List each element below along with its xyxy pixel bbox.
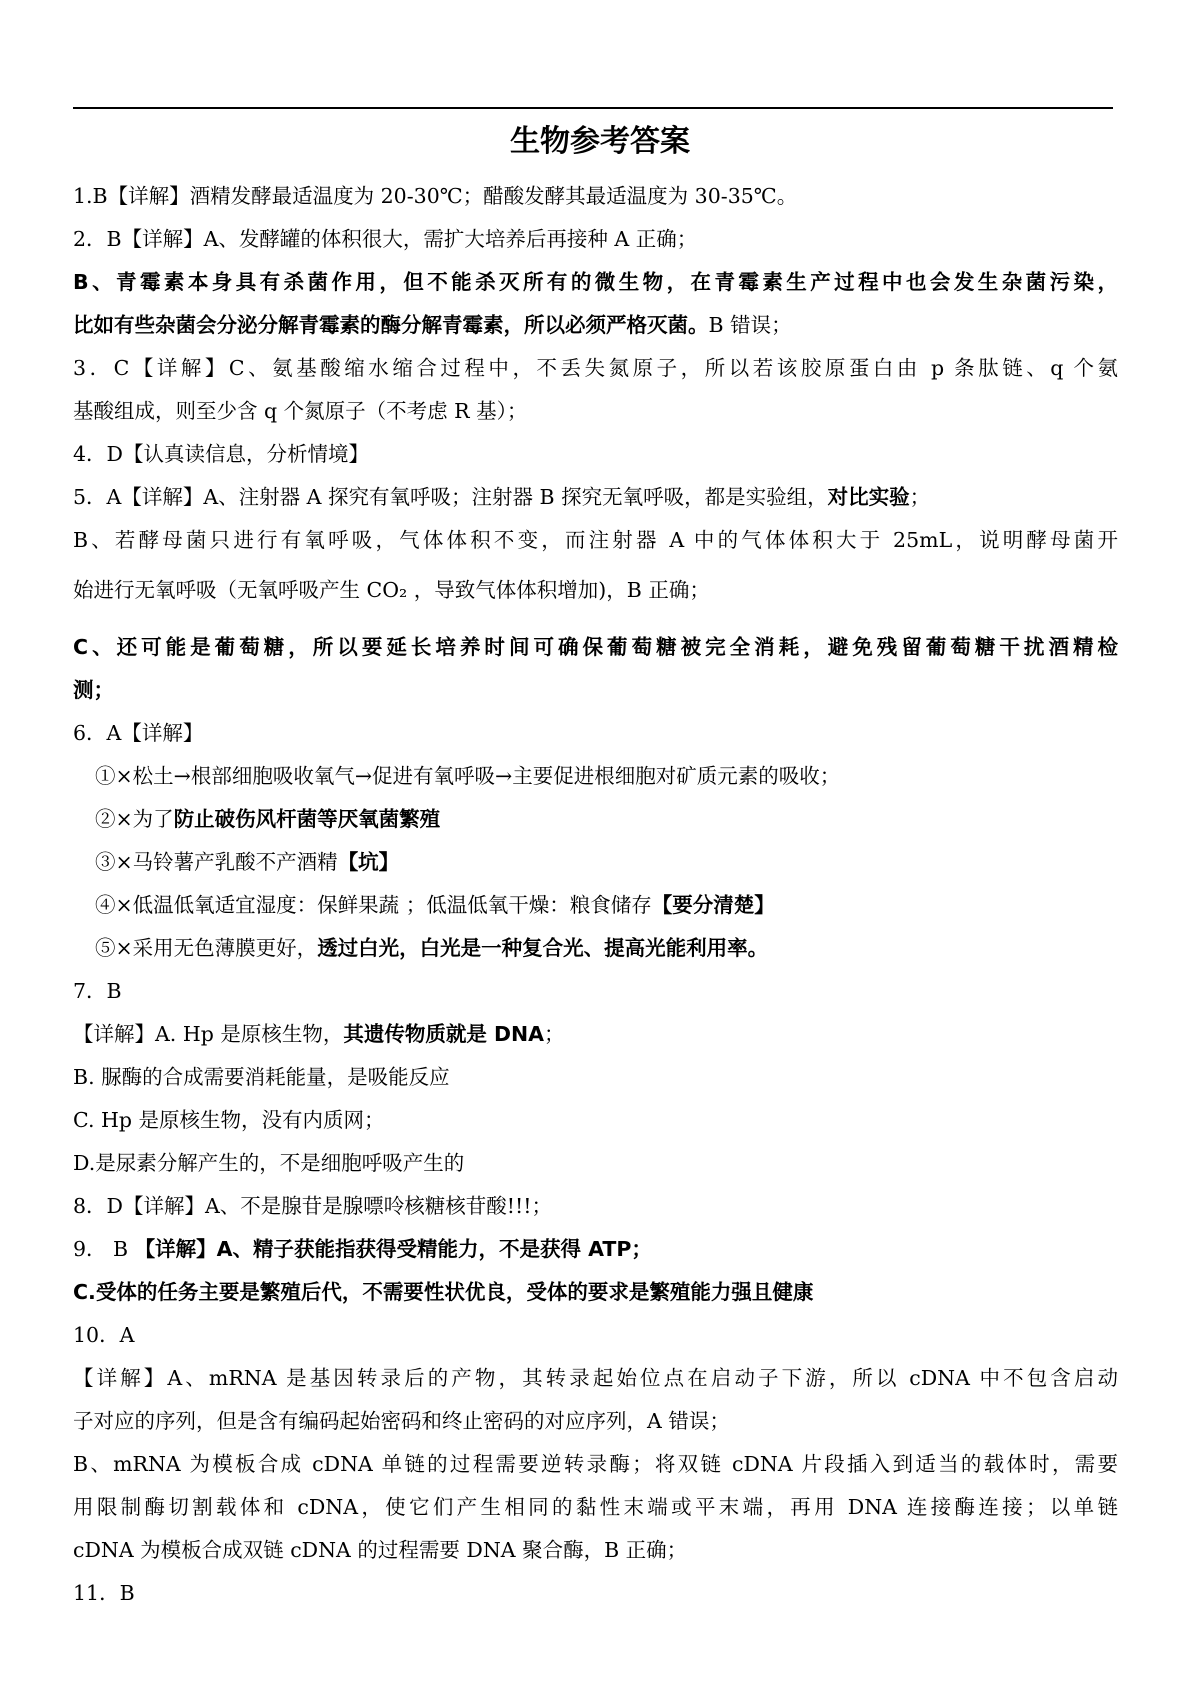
answer-5-text: 5．A【详解】A、注射器 A 探究有氧呼吸；注射器 B 探究无氧呼吸，都是实验组， [73,485,828,509]
answer-6-item-5-text: ⑤×采用无色薄膜更好， [95,936,318,960]
answer-2-b-bold: 比如有些杂菌会分泌分解青霉素的酶分解青霉素，所以必须严格灭菌。 [73,313,709,337]
answer-5-c: C、还可能是葡萄糖，所以要延长培养时间可确保葡萄糖被完全消耗，避免残留葡萄糖干扰酒精检 [73,635,1118,659]
answer-6-item-5-bold: 透过白光，白光是一种复合光、提高光能利用率。 [317,936,769,960]
answer-5-bold: 对比实验 [827,485,910,509]
answer-1: 1.B【详解】酒精发酵最适温度为 20-30℃；醋酸发酵其最适温度为 30-35℃。 [73,184,798,208]
answer-10-b-cont-2: cDNA 为模板合成双链 cDNA 的过程需要 DNA 聚合酶，B 正确； [73,1538,688,1562]
answer-6-item-4 [95,890,1140,920]
answer-6-item-3-bold: 【坑】 [337,850,400,874]
answer-2-b: B、青霉素本身具有杀菌作用，但不能杀灭所有的微生物，在青霉素生产过程中也会发生杂菌污染， [73,270,1118,294]
answer-3: 3．C【详解】C、氨基酸缩水缩合过程中，不丢失氮原子，所以若该胶原蛋白由 p 条肽链、q 个氨 [73,356,1118,380]
answer-10-b-cont-1: 用限制酶切割载体和 cDNA，使它们产生相同的黏性末端或平末端，再用 DNA 连接酶连接；以单链 [73,1495,1118,1519]
answer-6-item-2-bold: 防止破伤风杆菌等厌氧菌繁殖 [173,807,441,831]
page-title: 生物参考答案 [510,124,690,159]
answer-7-a-text: 【详解】A. Hp 是原核生物， [73,1022,344,1046]
answer-7-c: C. Hp 是原核生物，没有内质网； [73,1108,385,1132]
answer-6: 6．A【详解】 [73,721,204,745]
answer-9-bold: 【详解】A、精子获能指获得受精能力，不是获得 ATP； [134,1237,652,1261]
answer-8: 8．D【详解】A、不是腺苷是腺嘌呤核糖核苷酸!!!； [73,1194,552,1218]
answer-10-a: 【详解】A、mRNA 是基因转录后的产物，其转录起始位点在启动子下游，所以 cDNA 中不包含启动 [73,1366,1118,1390]
answer-6-item-2-text: ②×为了 [95,807,174,831]
answer-2-b-cont [73,310,1118,340]
answer-6-item-5 [95,933,1140,963]
answer-7-b: B. 脲酶的合成需要消耗能量，是吸能反应 [73,1065,450,1089]
answer-7: 7．B [73,979,122,1003]
answer-4: 4．D【认真读信息，分析情境】 [73,442,369,466]
answer-9 [73,1234,1118,1264]
answer-10-b: B、mRNA 为模板合成 cDNA 单链的过程需要逆转录酶；将双链 cDNA 片段插入到适当的载体时，需要 [73,1452,1118,1476]
answer-6-item-2 [95,804,1140,834]
answer-6-item-4-text: ④×低温低氧适宜湿度：保鲜果蔬 ；低温低氧干燥：粮食储存 [95,893,652,917]
answer-7-a-bold: 其遗传物质就是 DNA [343,1022,545,1046]
answer-5-b: B、若酵母菌只进行有氧呼吸，气体体积不变，而注射器 A 中的气体体积大于 25mL，说明酵母菌开 [73,528,1118,552]
answer-5-b-cont: 始进行无氧呼吸（无氧呼吸产生 CO₂ ，导致气体体积增加)，B 正确； [73,578,710,602]
answer-11: 11．B [73,1581,135,1605]
answer-5 [73,482,1118,512]
answer-7-a-end: ； [544,1022,565,1046]
answer-9-number: 9． B [73,1237,135,1261]
answer-7-d: D.是尿素分解产生的，不是细胞呼吸产生的 [73,1151,465,1175]
answer-2-b-verdict: B 错误； [708,313,792,337]
answer-6-item-4-bold: 【要分清楚】 [651,893,775,917]
answer-6-item-3-text: ③×马铃薯产乳酸不产酒精 [95,850,338,874]
header-rule [73,107,1113,109]
answer-10: 10．A [73,1323,135,1347]
answer-9-c: C.受体的任务主要是繁殖后代，不需要性状优良，受体的要求是繁殖能力强且健康 [73,1280,814,1304]
answer-3-cont: 基酸组成，则至少含 q 个氮原子（不考虑 R 基）； [73,399,528,423]
answer-6-item-3 [95,847,1140,877]
answer-2: 2．B【详解】A、发酵罐的体积很大，需扩大培养后再接种 A 正确； [73,227,698,251]
answer-6-item-1: ①×松土→根部细胞吸收氧气→促进有氧呼吸→主要促进根细胞对矿质元素的吸收； [95,764,841,788]
answer-5-end: ； [909,485,931,509]
answer-10-a-cont: 子对应的序列，但是含有编码起始密码和终止密码的对应序列，A 错误； [73,1409,730,1433]
answer-7-a [73,1019,1118,1049]
answer-5-c-cont: 测； [73,678,114,702]
